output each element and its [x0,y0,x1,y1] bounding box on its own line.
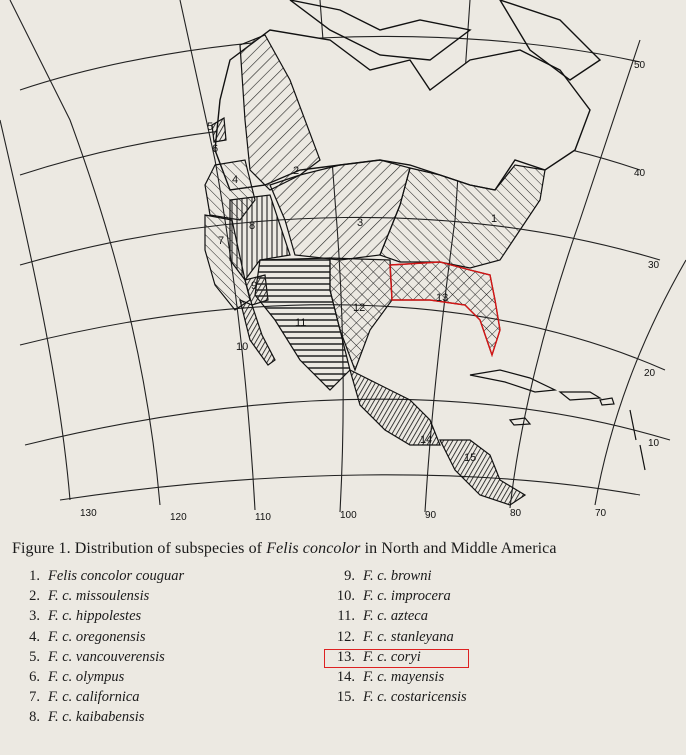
legend-name: F. c. kaibabensis [48,709,145,726]
caption-species: Felis concolor [266,540,361,557]
legend-number: 5. [29,648,40,665]
region-number-14: 14 [420,434,433,446]
region-number-7: 7 [218,235,225,247]
legend-item [18,627,184,647]
longitude-label-80: 80 [510,508,522,519]
legend-number: 15. [336,689,355,706]
legend-left-column [18,566,184,728]
legend-item [333,586,467,606]
legend-name: F. c. improcera [363,588,451,605]
longitude-labels [80,508,607,523]
legend-number: 9. [344,568,355,584]
region-number-5: 5 [207,121,214,133]
region-number-2: 2 [293,165,300,177]
legend-number: 4. [29,628,40,645]
region-number-4: 4 [232,174,239,186]
legend-name: F. c. missoulensis [48,588,150,605]
legend-name: F. c. olympus [48,668,125,685]
legend-number: 14. [336,668,355,685]
legend-number: 2. [29,588,40,605]
longitude-label-100: 100 [340,510,357,521]
region-number-11: 11 [295,317,307,329]
longitude-label-110: 110 [255,512,271,523]
latitude-label-50: 50 [634,60,646,71]
legend-right-column [333,566,467,707]
legend-name: F. c. stanleyana [363,628,454,645]
legend-number: 8. [29,709,40,726]
legend-item [18,647,184,667]
longitude-label-130: 130 [80,508,97,519]
legend-number: 12. [336,628,355,645]
caption-prefix: Figure 1. Distribution of subspecies of [12,540,267,557]
caption-suffix: in North and Middle America [360,540,557,557]
legend-number: 13. [336,648,355,665]
legend-name: F. c. coryi [363,648,421,665]
legend-number: 6. [29,668,40,685]
legend-name: F. c. azteca [363,608,428,625]
latitude-label-20: 20 [644,368,656,379]
latitude-label-40: 40 [634,168,646,179]
legend-name: F. c. browni [363,568,432,584]
legend-name: F. c. californica [48,689,140,706]
legend-name: F. c. oregonensis [48,628,146,645]
region-number-10: 10 [236,341,249,353]
region-number-15: 15 [464,452,477,464]
legend-number: 10. [336,588,355,605]
legend-item [18,687,184,707]
legend-item [333,667,467,687]
region-number-3: 3 [357,217,364,229]
legend-number: 11. [337,608,355,625]
legend-number: 7. [29,689,40,706]
latitude-label-30: 30 [648,260,660,271]
longitude-label-120: 120 [170,512,187,523]
legend-number: 1. [29,568,40,584]
legend-item [18,586,184,606]
legend-name: F. c. hippolestes [48,608,142,625]
legend-item [18,606,184,626]
legend-name: F. c. vancouverensis [48,648,165,665]
longitude-label-70: 70 [595,508,607,519]
legend-item [333,687,467,707]
legend-highlight-box [324,649,469,668]
legend-item [18,707,184,727]
legend-item [333,627,467,647]
legend-item [18,667,184,687]
caribbean-islands [470,370,645,470]
region-number-6: 6 [212,143,219,155]
legend-item [18,566,184,586]
region-number-12: 12 [353,302,366,314]
longitude-label-90: 90 [425,510,437,521]
legend-name: F. c. mayensis [363,668,445,685]
legend-name: F. c. costaricensis [363,689,467,706]
legend-item [333,566,467,586]
latitude-label-10: 10 [648,438,660,449]
figure-caption [12,540,557,558]
legend-item [333,606,467,626]
latitude-labels [634,60,660,449]
legend-number: 3. [29,608,40,625]
legend-name: Felis concolor couguar [48,568,185,584]
region-number-1: 1 [491,213,498,225]
region-number-9: 9 [251,280,258,292]
region-number-8: 8 [249,220,256,232]
region-number-13: 13 [436,292,449,304]
